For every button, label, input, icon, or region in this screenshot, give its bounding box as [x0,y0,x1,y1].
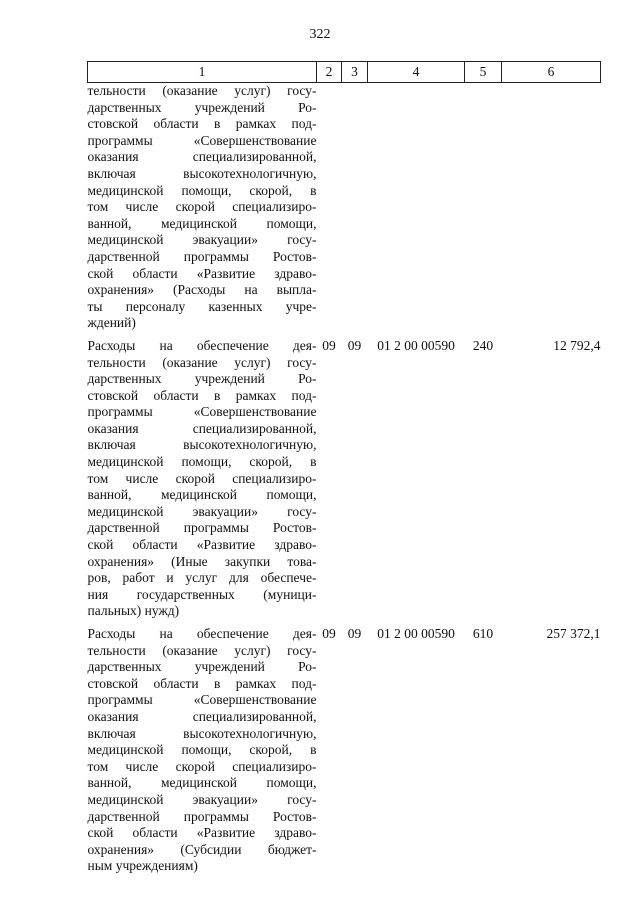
description-line: охранения» (Иные закупки това- [87,553,317,569]
description-line: медицинской помощи, скорой, в [87,182,317,198]
amount: 257 372,1 [546,626,601,641]
description-line: ждений) [87,315,136,331]
description-line: ванной, медицинской помощи, [87,487,317,503]
expense-type-code: 610 [472,626,494,641]
description-line: ным учреждениям) [87,858,198,874]
header-col-1: 1 [88,62,317,83]
table-row [88,83,601,332]
description-line: ров, работ и услуг для обеспече- [87,570,317,586]
header-col-4: 4 [368,62,465,83]
description-line: ванной, медицинской помощи, [87,775,317,791]
row-description [88,620,317,875]
description-line: дарственных учреждений Ро- [87,371,317,387]
target-article-code [368,83,465,332]
description-line: программы «Совершенствование [87,404,317,420]
description-line: стовской области в рамках под- [87,387,317,403]
table-body [88,83,601,875]
description-line: том числе скорой специализиро- [87,199,317,215]
section-code: 09 [322,337,336,353]
description-line: дарственной программы Ростов- [87,248,317,264]
description-line: ской области «Развитие здраво- [87,825,317,841]
description-line: стовской области в рамках под- [87,675,317,691]
description-line: программы «Совершенствование [87,692,317,708]
table-row [88,620,601,875]
description-line: включая высокотехнологичную, [87,725,317,741]
description-line: ванной, медицинской помощи, [87,215,317,231]
description-line: дарственной программы Ростов- [87,808,317,824]
description-line: медицинской эвакуации» госу- [87,791,317,807]
description-line: тельности (оказание услуг) госу- [87,354,317,370]
subsection-code [342,83,368,332]
description-line: медицинской помощи, скорой, в [87,454,317,470]
description-line: медицинской эвакуации» госу- [87,503,317,519]
target-article-code: 01 2 00 00590 [377,337,455,353]
page-number: 322 [309,27,331,42]
description-line: тельности (оказание услуг) госу- [87,83,317,98]
subsection-code: 09 [347,337,362,353]
description-line: ской области «Развитие здраво- [87,265,317,281]
header-col-2: 2 [317,62,342,83]
description-line: пальных) нужд) [87,603,180,619]
description-line: Расходы на обеспечение дея- [87,337,317,353]
description-line: оказания специализированной, [87,708,317,724]
description-line: дарственной программы Ростов- [87,520,317,536]
description-line: том числе скорой специализиро- [87,470,317,486]
description-line: охранения» (Субсидии бюджет- [87,841,317,857]
section-code [317,83,342,332]
expense-type-code [465,83,502,332]
description-line: программы «Совершенствование [87,132,317,148]
description-line: оказания специализированной, [87,149,317,165]
budget-table [87,61,601,875]
description-line: медицинской помощи, скорой, в [87,742,317,758]
expense-type-code: 240 [472,337,494,353]
description-line: том числе скорой специализиро- [87,758,317,774]
description-line: медицинской эвакуации» госу- [87,232,317,248]
amount [502,83,601,332]
description-line: дарственных учреждений Ро- [87,99,317,115]
description-line: ния государственных (муници- [87,586,317,602]
row-description [88,83,317,332]
table-header-row [88,62,601,83]
description-line: дарственных учреждений Ро- [87,659,317,675]
target-article-code: 01 2 00 00590 [377,626,455,641]
description-line: тельности (оказание услуг) госу- [87,642,317,658]
description-line: оказания специализированной, [87,420,317,436]
subsection-code: 09 [347,626,362,641]
table-row [88,332,601,620]
description-line: охранения» (Расходы на выпла- [87,282,317,298]
description-line: включая высокотехнологичную, [87,165,317,181]
header-col-6: 6 [502,62,601,83]
description-line: ты персоналу казенных учре- [87,298,317,314]
description-line: Расходы на обеспечение дея- [87,626,317,641]
amount: 12 792,4 [553,337,601,353]
description-line: включая высокотехнологичную, [87,437,317,453]
section-code: 09 [322,626,336,641]
header-col-5: 5 [465,62,502,83]
description-line: стовской области в рамках под- [87,116,317,132]
description-line: ской области «Развитие здраво- [87,537,317,553]
row-description [88,332,317,620]
header-col-3: 3 [342,62,368,83]
